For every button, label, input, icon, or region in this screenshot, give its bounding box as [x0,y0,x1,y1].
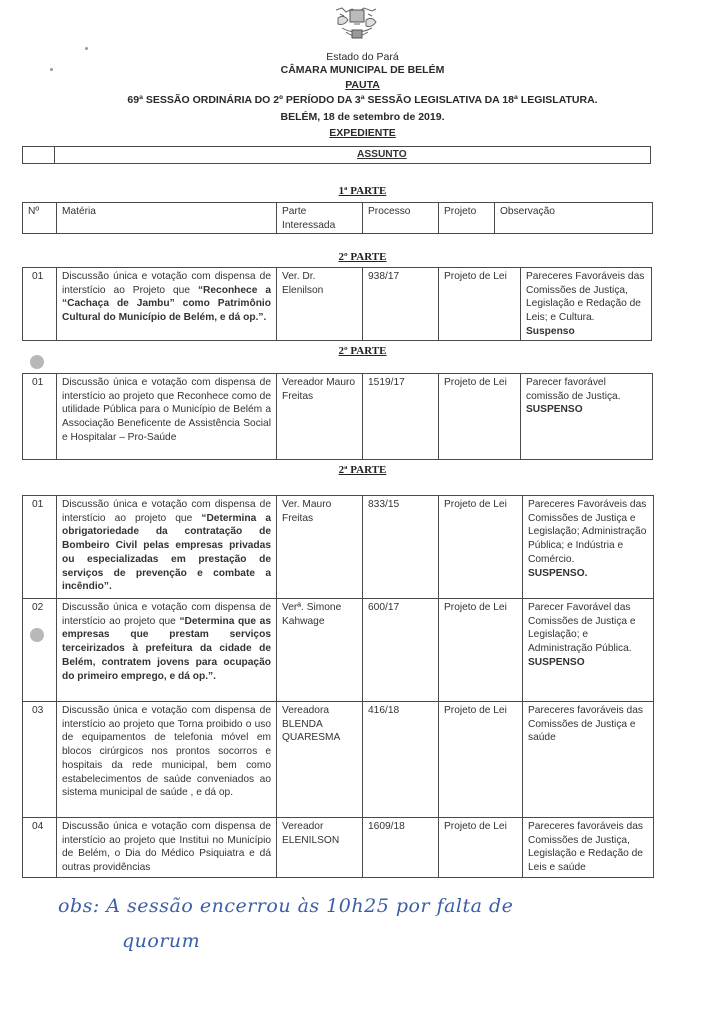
observacao-text: Parecer Favorável das Comissões de Justiça e Legislação; e Administração Pública. [528,602,636,655]
row-num: 01 [23,374,57,460]
expediente-table [22,146,651,164]
row-observacao: Pareceres favoráveis das Comissões de Justiça e saúde [523,702,654,818]
expediente-col1 [23,147,55,164]
doc-type: PAUTA [345,79,380,91]
row-processo: 833/15 [363,496,439,599]
row-projeto: Projeto de Lei [439,374,521,460]
status-text: Suspenso [526,325,575,337]
row-num: 03 [23,702,57,818]
parte1-title: 1ª PARTE [338,185,387,197]
status-text: SUSPENSO [528,656,585,668]
row-observacao [521,374,653,460]
session-date: BELÉM, 18 de setembro de 2019. [280,111,445,123]
handwritten-note-line2: quorum [122,930,201,952]
table-header-row [23,203,653,234]
row-num: 01 [23,268,57,341]
row-observacao: Pareceres favoráveis das Comissões de Justiça, Legislação e Redação de Leis e saúde [523,818,654,878]
row-projeto: Projeto de Lei [439,702,523,818]
header-materia: Matéria [57,203,277,234]
handwritten-note-line1: obs: A sessão encerrou às 10h25 por falta de [58,895,514,917]
institution-name: CÂMARA MUNICIPAL DE BELÉM [280,64,445,76]
header-projeto: Projeto [439,203,495,234]
table-row [23,702,654,818]
parte2c-table [22,495,654,878]
row-parte: Vereador Mauro Freitas [277,374,363,460]
assunto-header: ASSUNTO [55,147,651,164]
table-row [23,599,654,702]
parte2b-title: 2º PARTE [338,345,387,357]
row-projeto: Projeto de Lei [439,818,523,878]
materia-bold-text: “Reconhece a “Cachaça de Jambu” como Patrimônio Cultural do Município de Belém, e dá op.”. [62,284,271,324]
coat-of-arms-icon [332,6,380,42]
row-parte: Ver. Mauro Freitas [277,496,363,599]
row-materia: Discussão única e votação com dispensa de interstício ao projeto que Reconhece como de utilidade Pública para o Município de Belém a Associação Beneficente de Assistência Social e Hospitalar – Pro-Saúde [57,374,277,460]
state-name: Estado do Pará [326,51,399,63]
parte1-header-table [22,202,653,234]
table-row [23,374,653,460]
materia-text: Discussão única e votação com dispensa de interstício ao projeto que [62,499,271,524]
row-parte: Verª. Simone Kahwage [277,599,363,702]
row-observacao [523,496,654,599]
table-row [23,818,654,878]
row-materia [57,496,277,599]
row-processo: 1609/18 [363,818,439,878]
parte2c-title: 2ª PARTE [338,464,387,476]
table-row [23,496,654,599]
row-processo: 600/17 [363,599,439,702]
header-parte: Parte Interessada [277,203,363,234]
session-title: 69ª SESSÃO ORDINÁRIA DO 2º PERÍODO DA 3ª SESSÃO LEGISLATIVA DA 18ª LEGISLATURA. [127,94,598,106]
row-num: 04 [23,818,57,878]
row-observacao [523,599,654,702]
row-materia: Discussão única e votação com dispensa de interstício ao projeto que Torna proibido o uso de equipamentos de telefonia móvel em blocos cirúrgicos nos prontos socorros e hospitais da rede municipal, bem como estabelecimentos de saúde conveniados ao sistema municipal de saúde , e dá op. [57,702,277,818]
row-projeto: Projeto de Lei [439,496,523,599]
row-projeto: Projeto de Lei [439,268,521,341]
header-observacao: Observação [495,203,653,234]
parte2a-table [22,267,652,341]
punch-hole [30,355,44,369]
row-processo: 416/18 [363,702,439,818]
header-processo: Processo [363,203,439,234]
row-parte: Vereadora BLENDA QUARESMA [277,702,363,818]
header-num: Nº [23,203,57,234]
row-num: 01 [23,496,57,599]
observacao-text: Pareceres Favoráveis das Comissões de Justiça, Legislação e Redação de Leis; e Cultura. [526,271,645,324]
row-processo: 938/17 [363,268,439,341]
row-processo: 1519/17 [363,374,439,460]
section-title: EXPEDIENTE [329,127,396,139]
row-materia [57,268,277,341]
row-num: 02 [23,599,57,702]
status-text: SUSPENSO [526,404,583,416]
row-materia: Discussão única e votação com dispensa de interstício ao projeto que Institui no Município de Belém, o Dia do Médico Psiquiatra e dá outras providências [57,818,277,878]
observacao-text: Pareceres Favoráveis das Comissões de Justiça e Legislação; Administração Pública; e Indústria e Comércio. [528,499,647,565]
materia-bold-text: “Determina que as empresas que prestam serviços terceirizados à prefeitura da cidade de Belém, contratem jovens para ocupação do primeiro emprego, e dá op.”. [62,615,271,682]
materia-text: Discussão única e votação com dispensa de interstício ao Projeto que [62,271,271,296]
punch-hole [30,628,44,642]
table-row [23,268,652,341]
row-observacao [521,268,652,341]
materia-text: Discussão única e votação com dispensa de interstício ao projeto que [62,602,271,627]
row-parte: Vereador ELENILSON [277,818,363,878]
row-materia [57,599,277,702]
scan-speck [85,47,88,50]
parte2b-table [22,373,653,460]
parte2a-title: 2º PARTE [338,251,387,263]
status-text: SUSPENSO. [528,567,588,579]
materia-bold-text: “Determina a obrigatoriedade da contratação de Bombeiro Civil pelas empresas privadas ou especializadas em prestação de serviços de prevenção e combate a incêndio”. [62,512,271,593]
row-projeto: Projeto de Lei [439,599,523,702]
table-row [23,147,651,164]
observacao-text: Parecer favorável comissão de Justiça. [526,377,621,402]
row-parte: Ver. Dr. Elenilson [277,268,363,341]
